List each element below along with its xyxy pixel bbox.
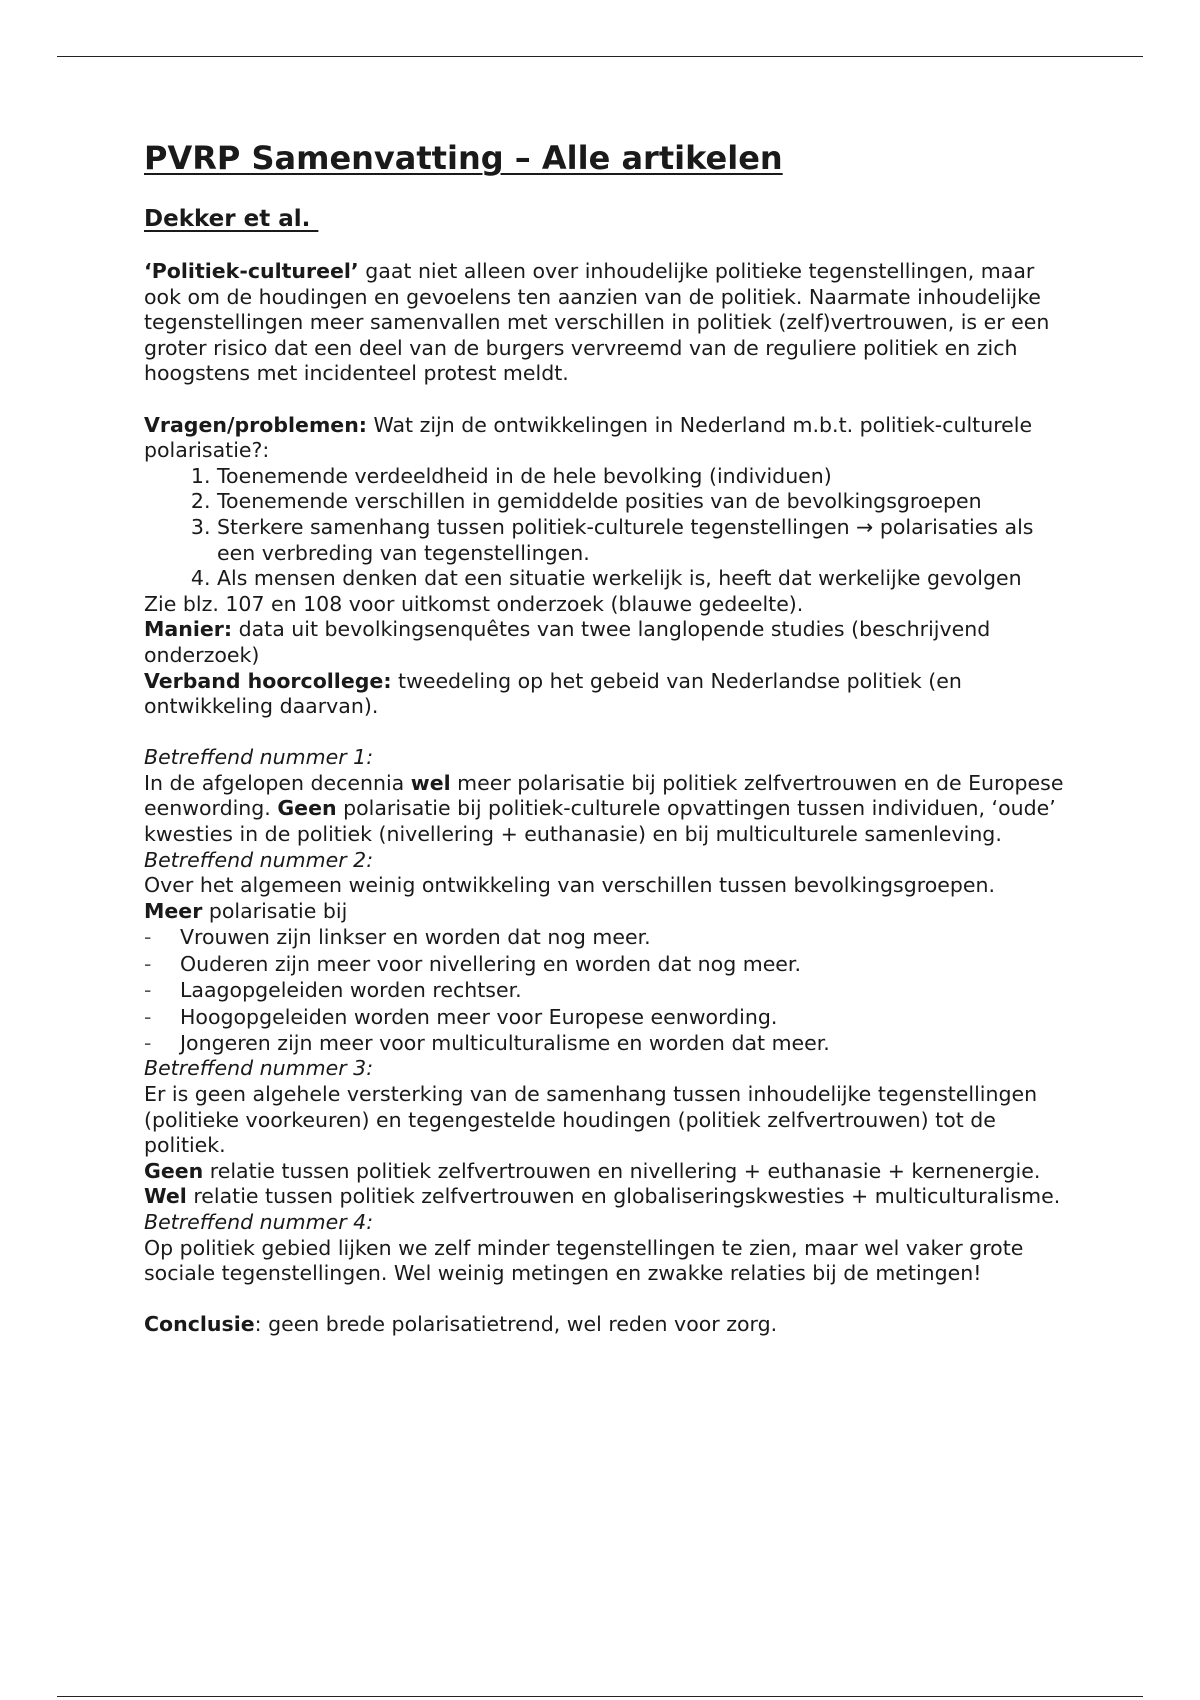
see-note: Zie blz. 107 en 108 voor uitkomst onderzoek (blauwe gedeelte). <box>144 591 804 616</box>
method-label: Manier: <box>144 617 233 642</box>
questions-text: Wat zijn de ontwikkelingen in Nederland m.b.t. politiek-culturele polarisatie?: <box>144 412 1033 463</box>
conclusion-text: : geen brede polarisatietrend, wel reden voor zorg. <box>254 1312 778 1337</box>
method-paragraph <box>144 617 1064 668</box>
lecture-link-label: Verband hoorcollege: <box>144 668 392 693</box>
intro-paragraph <box>144 259 1064 387</box>
result2-heading: Betreffend nummer 2: <box>144 847 374 872</box>
result1-paragraph: In de afgelopen decennia wel meer polarisatie bij politiek zelfvertrouwen en de Europese eenwording. Geen polarisatie bij politiek-culturele opvattingen tussen individuen, ‘oude’ kwesties in de politiek (nivellering + euthanasie) en bij multiculturele samenleving. <box>144 770 1064 847</box>
questions-paragraph <box>144 413 1064 464</box>
list-item: 1. Toenemende verdeeldheid in de hele bevolking (individuen) <box>217 464 1064 490</box>
result3-geen: Geen relatie tussen politiek zelfvertrouwen en nivellering + euthanasie + kernenergie. <box>144 1158 1041 1183</box>
bottom-rule <box>57 1696 1143 1697</box>
list-item: - Laagopgeleiden worden rechtser. <box>144 977 1064 1003</box>
list-item: - Hoogopgeleiden worden meer voor Europese eenwording. <box>144 1004 1064 1030</box>
result3-heading: Betreffend nummer 3: <box>144 1056 374 1081</box>
method-text: data uit bevolkingsenquêtes van twee langlopende studies (beschrijvend onderzoek) <box>144 617 991 667</box>
lecture-link-paragraph <box>144 669 1064 720</box>
questions-list <box>144 464 1064 592</box>
result4-heading: Betreffend nummer 4: <box>144 1210 374 1235</box>
lecture-link-text: tweedeling op het gebeid van Nederlandse politiek (en ontwikkeling daarvan). <box>144 668 962 719</box>
list-item: 3. Sterkere samenhang tussen politiek-culturele tegenstellingen → polarisaties als een verbreding van tegenstellingen. <box>217 515 1064 566</box>
result2-list <box>144 924 1064 1056</box>
result3-paragraph: Er is geen algehele versterking van de samenhang tussen inhoudelijke tegenstellingen (politieke voorkeuren) en tegengestelde houdingen (politiek zelfvertrouwen) tot de politiek. <box>144 1082 1038 1158</box>
conclusion-label: Conclusie <box>144 1312 255 1337</box>
result2-more: Meer polarisatie bij <box>144 898 348 923</box>
questions-label: Vragen/problemen: <box>144 412 367 437</box>
list-item: 4. Als mensen denken dat een situatie werkelijk is, heeft dat werkelijke gevolgen <box>217 566 1064 592</box>
document-title: PVRP Samenvatting – Alle artikelen <box>144 139 783 177</box>
document-body <box>144 138 1064 1338</box>
list-item: 2. Toenemende verschillen in gemiddelde posities van de bevolkingsgroepen <box>217 489 1064 515</box>
result3-wel: Wel relatie tussen politiek zelfvertrouwen en globaliseringskwesties + multiculturalisme. <box>144 1184 1061 1209</box>
list-item: - Ouderen zijn meer voor nivellering en worden dat nog meer. <box>144 951 1064 977</box>
list-item: - Vrouwen zijn linkser en worden dat nog meer. <box>144 924 1064 950</box>
result4-paragraph: Op politiek gebied lijken we zelf minder tegenstellingen te zien, maar wel vaker grote sociale tegenstellingen. Wel weinig metingen en zwakke relaties bij de metingen! <box>144 1235 1024 1286</box>
conclusion-paragraph <box>144 1312 1064 1338</box>
section-heading: Dekker et al. <box>144 206 319 232</box>
list-item: - Jongeren zijn meer voor multiculturalisme en worden dat meer. <box>144 1030 1064 1056</box>
intro-text: gaat niet alleen over inhoudelijke politieke tegenstellingen, maar ook om de houdingen en gevoelens ten aanzien van de politiek. Naarmate inhoudelijke tegenstellingen meer samenvallen met verschillen in politiek (zelf)vertrouwen, is er een groter risico dat een deel van de burgers vervreemd van de reguliere politiek en zich hoogstens met incidenteel protest meldt. <box>144 259 1050 386</box>
intro-term: ‘Politiek-cultureel’ <box>144 259 359 283</box>
result1-heading: Betreffend nummer 1: <box>144 745 374 770</box>
result2-paragraph: Over het algemeen weinig ontwikkeling van verschillen tussen bevolkingsgroepen. <box>144 873 996 898</box>
top-rule <box>57 56 1143 57</box>
